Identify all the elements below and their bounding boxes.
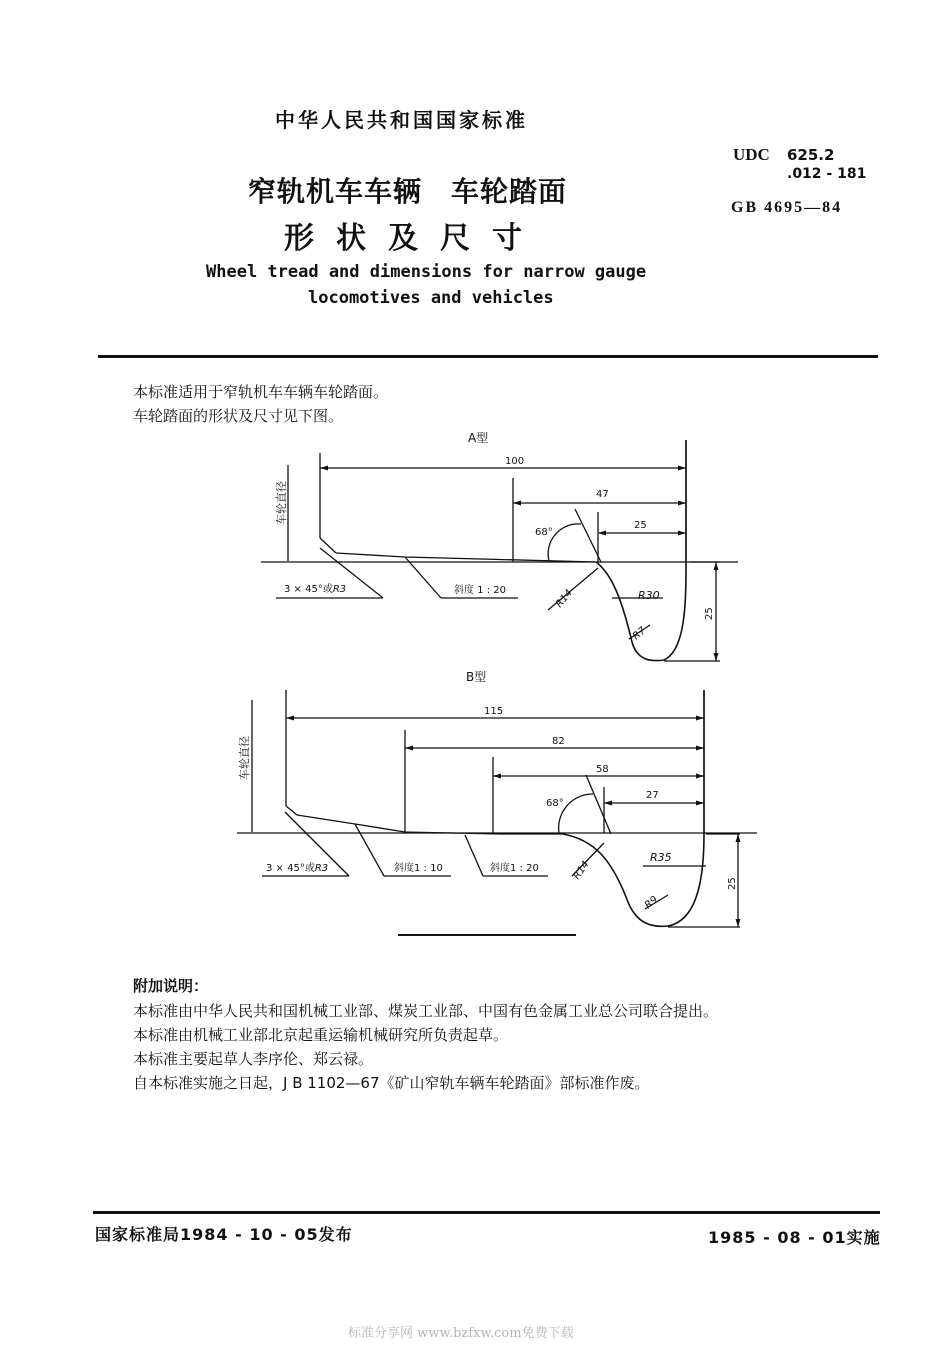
- figure-b-slope-1-10: 斜度1 : 10: [394, 863, 443, 874]
- udc-code-line2: .012 - 181: [787, 166, 867, 182]
- figure-a-dim-25: 25: [634, 520, 647, 531]
- figure-b-dim-58: 58: [596, 764, 609, 775]
- figure-a-r14: R14: [553, 587, 575, 610]
- figure-b-dim-115: 115: [484, 706, 504, 717]
- figure-b-dim-82: 82: [552, 736, 565, 747]
- figure-end-rule: [398, 934, 576, 936]
- figure-a-chamfer: 3 × 45°或R3: [284, 584, 347, 595]
- intro-line2: 车轮踏面的形状及尺寸见下图。: [133, 407, 344, 425]
- figure-a-r7: R7: [630, 625, 649, 643]
- note-line1: 本标准由中华人民共和国机械工业部、煤炭工业部、中国有色金属工业总公司联合提出。: [133, 1002, 719, 1020]
- download-watermark: 标准分享网 www.bzfxw.com免费下载: [348, 1326, 574, 1341]
- figure-b-r14: R14: [571, 859, 592, 882]
- title-en-line2: locomotives and vehicles: [308, 288, 554, 308]
- title-cn-line2: 形状及尺寸: [284, 221, 544, 256]
- effective-date: 1985 - 08 - 01实施: [708, 1228, 881, 1247]
- issue-date: 国家标准局1984 - 10 - 05发布: [95, 1225, 353, 1244]
- intro-line1: 本标准适用于窄轨机车车辆车轮踏面。: [133, 383, 389, 401]
- figure-b-chamfer: 3 × 45°或R3: [266, 863, 329, 874]
- udc-code-line1: 625.2: [787, 146, 835, 164]
- figure-a-height-25: 25: [704, 607, 715, 620]
- issuing-country-heading: 中华人民共和国国家标准: [275, 108, 528, 132]
- figure-b-height-25: 25: [727, 877, 738, 890]
- figure-a-dim-47: 47: [596, 489, 609, 500]
- figure-a-slope: 斜度 1 : 20: [454, 585, 506, 596]
- figure-b-label: B型: [466, 670, 487, 684]
- note-line3: 本标准主要起草人李序伦、郑云禄。: [133, 1050, 374, 1068]
- figure-a-angle: 68°: [535, 527, 553, 538]
- standard-number: GB 4695—84: [731, 199, 843, 216]
- figure-b-r35: R35: [650, 851, 672, 864]
- note-line4: 自本标准实施之日起，J B 1102—67《矿山窄轨车辆车轮踏面》部标准作废。: [133, 1074, 650, 1092]
- notes-title: 附加说明：: [133, 977, 209, 995]
- figure-b-r9: R9: [642, 894, 661, 912]
- figure-b-angle: 68°: [546, 798, 564, 809]
- figure-b-slope-1-20: 斜度1 : 20: [490, 863, 539, 874]
- figure-a-wheel-diameter-label: 车轮直径: [275, 481, 288, 525]
- note-line2: 本标准由机械工业部北京起重运输机械研究所负责起草。: [133, 1026, 509, 1044]
- figure-a-r30: R30: [638, 589, 660, 602]
- footer-divider: [93, 1211, 880, 1214]
- figure-a-dim-100: 100: [505, 456, 525, 467]
- figure-b-wheel-diameter-label: 车轮直径: [238, 736, 251, 780]
- udc-label: UDC: [733, 145, 770, 164]
- figure-b-dim-27: 27: [646, 790, 659, 801]
- title-cn-line1: 窄轨机车车辆 车轮踏面: [248, 175, 568, 208]
- figure-a-label: A型: [468, 431, 489, 445]
- title-en-line1: Wheel tread and dimensions for narrow gauge: [206, 262, 647, 282]
